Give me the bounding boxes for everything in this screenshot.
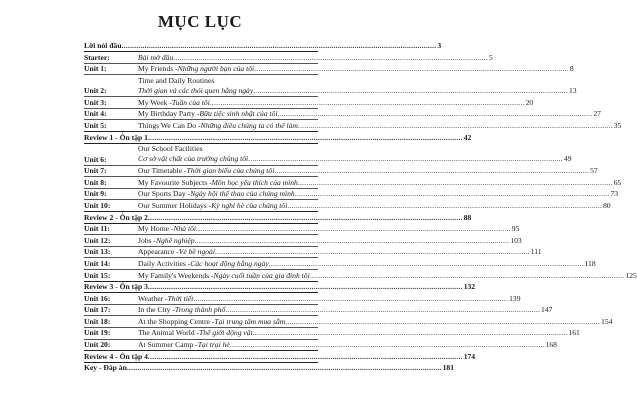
toc-entry [84, 212, 472, 223]
toc-entry-vietnamese-title: Ngày hội thể thao của chúng mình [190, 189, 295, 199]
toc-entry-vietnamese-title: Thế giới động vật [199, 328, 253, 338]
toc-entry-page-number: 42 [463, 132, 472, 142]
toc-entry-page-number: 147 [541, 305, 553, 315]
toc-entry [84, 144, 572, 164]
dot-leader [253, 328, 568, 338]
toc-entry-heading: Starter: [84, 52, 110, 62]
toc-entry-english-title: Weather - [138, 293, 168, 303]
dot-leader [195, 236, 510, 246]
toc-entry-vietnamese-title: Vẻ bề ngoài [178, 247, 215, 257]
toc-entry-vietnamese-title: Nhà tôi [173, 224, 197, 234]
toc-entry-heading: Review 4 - Ôn tập 4 [84, 351, 148, 361]
toc-entry-english-title: My Friends - [138, 64, 178, 74]
dot-leader [193, 294, 508, 304]
toc-entry-heading: Unit 14: [84, 258, 111, 268]
toc-entry-english-title: Our School Facilities [138, 144, 203, 154]
toc-entry [84, 177, 622, 188]
toc-entry-page-number: 88 [463, 212, 472, 222]
toc-entry-heading: Unit 20: [84, 340, 111, 350]
dot-leader [230, 340, 545, 350]
toc-entry-english-title: My Family's Weekends - [138, 270, 214, 280]
toc-entry-vietnamese-title: Môn học yêu thích của mình [211, 177, 298, 187]
dot-leader [295, 189, 610, 199]
toc-entry-heading: Unit 2: [84, 86, 107, 96]
toc-entry-heading: Unit 13: [84, 247, 111, 257]
toc-entry [84, 340, 557, 350]
toc-entry-english-title: Our Summer Holidays - [138, 200, 212, 210]
toc-entry-vietnamese-title: Bài mở đầu [138, 52, 174, 62]
toc-entry-english-title: Our Timetable - [138, 166, 187, 176]
toc-entry-page-number: 139 [509, 293, 521, 303]
toc-entry-heading: Review 2 - Ôn tập 2 [84, 212, 148, 222]
toc-entry-page-number: 35 [613, 120, 622, 130]
toc-entry-english-title: Daily Activities - [138, 258, 191, 268]
toc-entry-page-number: 3 [437, 41, 442, 50]
toc-entry-heading: Unit 3: [84, 97, 107, 107]
toc-entry [84, 97, 534, 108]
toc-entry-page-number: 95 [511, 224, 520, 234]
dot-leader [278, 109, 593, 119]
toc-entry [84, 270, 637, 281]
toc-entry-page-number: 27 [593, 109, 601, 119]
toc-entry-page-number: 174 [463, 351, 476, 361]
dot-leader [254, 64, 569, 74]
toc-entry-heading: Unit 7: [84, 166, 107, 176]
toc-entry-page-number: 125 [625, 270, 637, 280]
dot-leader [148, 213, 463, 223]
toc-entry-vietnamese-title: Thời tiết [167, 293, 194, 303]
toc-entry-vietnamese-title: Cơ sở vật chất của trường chúng tôi [138, 154, 249, 164]
dot-leader [225, 305, 540, 315]
toc-entry-heading: Review 3 - Ôn tập 3 [84, 282, 148, 292]
toc-entry-english-title: My Birthday Party - [138, 109, 200, 119]
toc-entry-vietnamese-title: Ngày cuối tuần của gia đình tôi [213, 270, 310, 280]
toc-entry-vietnamese-title: Bữa tiệc sinh nhật của tôi [199, 109, 278, 119]
dot-leader [196, 224, 511, 234]
toc-entry-heading: Unit 1: [84, 64, 107, 74]
dot-leader [253, 86, 568, 96]
toc-entry [84, 328, 580, 338]
dot-leader [298, 121, 613, 131]
toc-entry-english-title: My Home - [138, 224, 174, 234]
toc-entry-vietnamese-title: Những người bạn của tôi [177, 64, 255, 74]
dot-leader [148, 352, 463, 362]
toc-entry-vietnamese-title: Nghề nghiệp [155, 235, 195, 245]
toc-entry [84, 224, 520, 234]
toc-entry [84, 363, 454, 373]
toc-entry [84, 132, 472, 143]
toc-entry [84, 200, 611, 211]
toc-entry-english-title: At Summer Camp - [138, 340, 198, 350]
toc-entry-vietnamese-title: Kỳ nghỉ hè của chúng tôi [211, 200, 288, 210]
toc-entry [84, 189, 619, 199]
toc-entry-heading: Unit 9: [84, 189, 107, 199]
toc-entry-heading: Unit 12: [84, 235, 111, 245]
toc-entry-page-number: 8 [569, 64, 574, 74]
toc-entry-page-number: 80 [603, 200, 611, 210]
toc-entry-english-title: The Animal World - [138, 328, 200, 338]
dot-leader [248, 154, 563, 164]
table-of-contents [84, 41, 637, 373]
toc-entry-heading: Unit 11: [84, 224, 110, 234]
dot-leader [274, 166, 589, 176]
toc-entry [84, 41, 442, 51]
toc-entry-vietnamese-title: Các hoạt động hằng ngày [190, 258, 269, 268]
toc-entry-english-title: My Week - [138, 97, 172, 107]
dot-leader [148, 133, 463, 143]
dot-leader [287, 201, 602, 211]
toc-entry-vietnamese-title: Tại trại hè [197, 340, 230, 350]
toc-entry-heading: Unit 6: [84, 154, 107, 164]
toc-entry [84, 282, 476, 292]
toc-entry-heading: Unit 18: [84, 316, 111, 326]
toc-entry-heading: Unit 15: [84, 270, 111, 280]
toc-entry-page-number: 161 [568, 328, 580, 338]
toc-entry-english-title: Our Sports Day - [138, 189, 191, 199]
toc-entry-english-title: Appearance - [138, 247, 179, 257]
toc-entry-heading: Review 1 - Ôn tập 1 [84, 132, 148, 142]
toc-entry-heading: Unit 19: [84, 328, 111, 338]
toc-entry-heading: Lời nói đầu [84, 41, 122, 50]
toc-entry-heading: Unit 10: [84, 200, 111, 210]
toc-entry-vietnamese-title: Tuần của tôi [171, 97, 210, 107]
toc-entry-page-number: 103 [510, 235, 522, 245]
dot-leader [122, 41, 437, 51]
dot-leader [310, 271, 625, 281]
dot-leader [215, 247, 530, 257]
dot-leader [298, 178, 613, 188]
toc-entry-heading: Unit 8: [84, 177, 107, 187]
toc-entry-page-number: 181 [442, 363, 454, 373]
toc-entry-english-title: Time and Daily Routines [138, 75, 215, 85]
toc-entry-page-number: 111 [530, 247, 542, 257]
toc-entry-page-number: 132 [463, 282, 476, 292]
toc-entry-page-number: 118 [584, 258, 596, 268]
toc-entry [84, 120, 622, 131]
toc-entry-vietnamese-title: Tại trung tâm mua sắm [214, 316, 286, 326]
toc-entry [84, 293, 521, 304]
dot-leader [269, 259, 584, 269]
toc-entry-heading: Unit 4: [84, 109, 107, 119]
toc-entry-english-title: At the Shopping Centre - [138, 316, 215, 326]
toc-entry-english-title: Jobs - [138, 235, 156, 245]
toc-entry-english-title: In the City - [138, 305, 175, 315]
toc-entry-page-number: 73 [610, 189, 619, 199]
dot-leader [210, 98, 525, 108]
toc-entry-vietnamese-title: Những điều chúng ta có thể làm [200, 120, 298, 130]
toc-entry [84, 166, 598, 176]
toc-entry [84, 305, 553, 315]
toc-entry-page-number: 57 [590, 166, 598, 176]
toc-entry-vietnamese-title: Thời gian biểu của chúng tôi [186, 166, 275, 176]
toc-entry-english-title: Things We Can Do - [138, 120, 201, 130]
dot-leader [285, 317, 600, 327]
toc-entry [84, 316, 613, 327]
dot-leader [127, 363, 442, 373]
toc-entry-heading: Unit 16: [84, 293, 111, 303]
toc-entry-heading: Key - Đáp án [84, 363, 127, 373]
dot-leader [148, 282, 463, 292]
toc-entry-english-title: My Favourite Subjects - [138, 177, 212, 187]
toc-entry-page-number: 49 [563, 154, 572, 164]
toc-entry-page-number: 13 [568, 85, 577, 95]
toc-entry [84, 235, 522, 246]
toc-entry [84, 75, 577, 96]
toc-entry [84, 351, 476, 362]
toc-entry [84, 52, 493, 63]
toc-entry [84, 258, 596, 269]
page-title: MỤC LỤC [157, 12, 243, 31]
toc-entry-page-number: 168 [545, 340, 557, 350]
toc-entry-heading: Unit 5: [84, 120, 107, 130]
toc-entry-page-number: 20 [525, 97, 534, 107]
toc-entry-page-number: 154 [601, 316, 613, 326]
toc-entry-vietnamese-title: Trong thành phố [174, 305, 226, 315]
toc-entry [84, 247, 542, 257]
toc-entry-heading: Unit 17: [84, 305, 111, 315]
dot-leader [173, 53, 488, 63]
toc-entry-page-number: 65 [613, 177, 622, 187]
toc-entry-page-number: 5 [489, 52, 493, 62]
toc-entry [84, 109, 601, 119]
toc-entry-vietnamese-title: Thời gian và các thói quen hằng ngày [138, 85, 254, 95]
toc-entry [84, 64, 574, 74]
